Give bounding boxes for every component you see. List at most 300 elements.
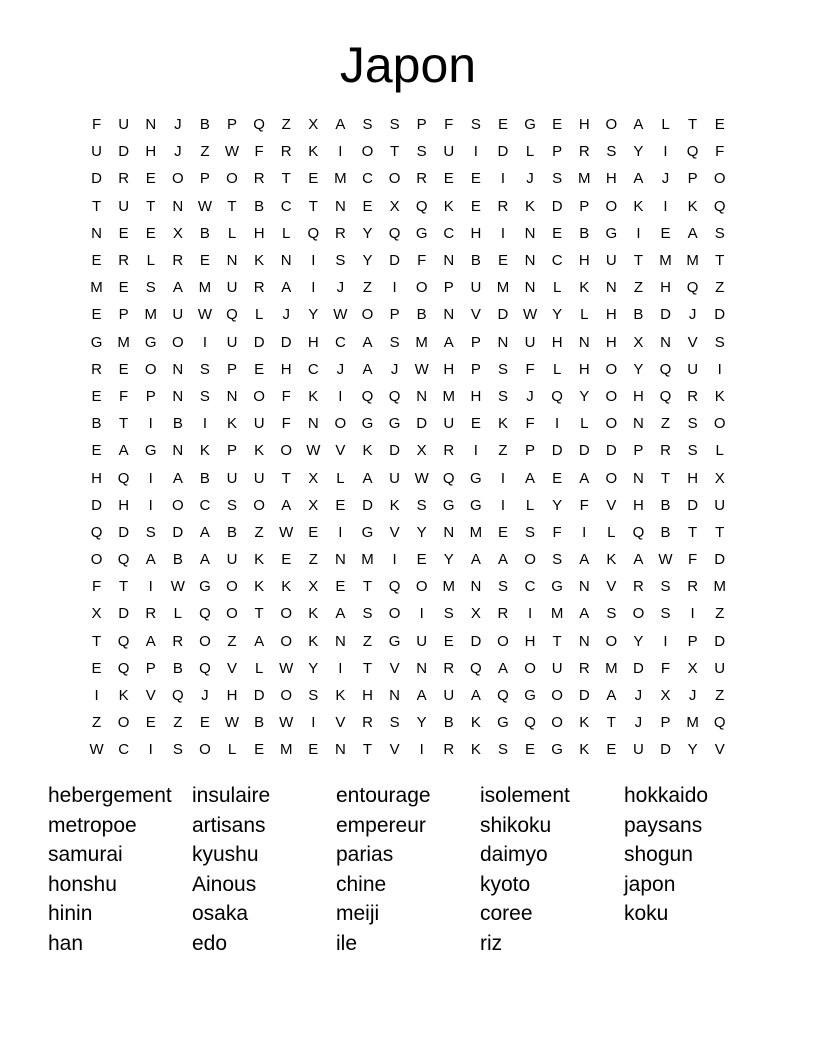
grid-letter: H xyxy=(145,143,157,161)
grid-letter: T xyxy=(389,143,400,161)
grid-letter: C xyxy=(551,252,563,270)
grid-letter: C xyxy=(362,170,373,188)
grid-letter: A xyxy=(172,279,183,297)
grid-letter: S xyxy=(687,415,698,433)
grid-letter: O xyxy=(388,605,401,623)
grid-letter: R xyxy=(280,143,292,161)
grid-letter: J xyxy=(174,143,182,161)
grid-row xyxy=(83,709,733,736)
grid-letter: M xyxy=(550,605,564,623)
grid-letter: U xyxy=(443,687,455,705)
grid-letter: M xyxy=(117,333,130,351)
grid-letter: D xyxy=(660,306,671,324)
grid-letter: Q xyxy=(388,387,401,405)
grid-row xyxy=(83,682,733,709)
word-list-item: chine xyxy=(336,872,387,896)
grid-row xyxy=(83,247,733,274)
grid-letter: M xyxy=(496,279,510,297)
grid-letter: E xyxy=(308,741,319,759)
grid-letter: I xyxy=(419,605,424,623)
grid-letter: A xyxy=(254,632,265,650)
grid-letter: D xyxy=(280,333,292,351)
grid-letter: T xyxy=(227,197,237,215)
grid-letter: I xyxy=(717,360,722,378)
grid-letter: J xyxy=(336,279,345,297)
grid-letter: K xyxy=(254,252,265,270)
grid-letter: F xyxy=(715,143,725,161)
grid-letter: O xyxy=(280,632,293,650)
grid-letter: Q xyxy=(632,523,645,541)
grid-letter: I xyxy=(338,659,343,677)
grid-letter: E xyxy=(254,741,265,759)
word-list-item: empereur xyxy=(336,813,426,837)
grid-letter: S xyxy=(145,279,156,297)
grid-letter: E xyxy=(443,632,454,650)
grid-letter: O xyxy=(524,551,536,569)
grid-letter: J xyxy=(336,360,345,378)
grid-letter: R xyxy=(687,578,699,596)
grid-letter: B xyxy=(199,224,210,242)
grid-letter: Q xyxy=(713,197,726,215)
word-list-item: insulaire xyxy=(192,784,271,807)
grid-letter: E xyxy=(335,496,346,514)
grid-letter: O xyxy=(713,170,726,188)
grid-letter: W xyxy=(224,714,240,732)
grid-letter: J xyxy=(634,687,643,705)
grid-letter: J xyxy=(688,687,697,705)
grid-letter: J xyxy=(174,116,182,134)
grid-letter: Y xyxy=(443,551,454,569)
grid-letter: E xyxy=(91,306,102,324)
grid-letter: O xyxy=(415,279,428,297)
grid-letter: N xyxy=(578,632,590,650)
word-list-item: meiji xyxy=(336,902,380,926)
grid-letter: I xyxy=(473,143,478,161)
grid-letter: S xyxy=(443,605,454,623)
grid-letter: W xyxy=(522,306,538,324)
grid-letter: N xyxy=(389,687,400,705)
grid-letter: N xyxy=(578,333,590,351)
word-list-item: honshu xyxy=(48,872,117,896)
grid-letter: U xyxy=(226,333,238,351)
grid-letter: K xyxy=(308,387,319,405)
grid-letter: N xyxy=(416,659,428,677)
grid-letter: O xyxy=(497,632,509,650)
grid-letter: H xyxy=(578,116,590,134)
grid-letter: Q xyxy=(90,523,103,541)
grid-letter: M xyxy=(361,551,374,569)
grid-letter: V xyxy=(714,741,725,759)
grid-letter: F xyxy=(119,387,129,405)
grid-letter: E xyxy=(91,252,102,270)
grid-letter: E xyxy=(497,116,508,134)
grid-letter: Q xyxy=(117,632,130,650)
grid-letter: Z xyxy=(173,714,183,732)
grid-letter: O xyxy=(605,415,618,433)
grid-letter: S xyxy=(145,523,156,541)
word-list-item: daimyo xyxy=(480,843,548,867)
grid-letter: M xyxy=(415,333,428,351)
grid-letter: C xyxy=(199,496,211,514)
grid-letter: Z xyxy=(633,279,643,297)
grid-letter: S xyxy=(552,551,563,569)
grid-letter: S xyxy=(470,116,481,134)
grid-letter: K xyxy=(254,551,265,569)
grid-letter: K xyxy=(687,197,698,215)
grid-letter: P xyxy=(579,197,590,215)
grid-letter: Z xyxy=(308,551,318,569)
grid-letter: R xyxy=(91,360,102,378)
grid-letter: K xyxy=(308,143,319,161)
grid-letter: E xyxy=(145,714,156,732)
grid-letter: N xyxy=(443,252,455,270)
grid-letter: K xyxy=(470,741,481,759)
grid-letter: O xyxy=(605,360,618,378)
grid-letter: Y xyxy=(579,387,590,405)
grid-letter: M xyxy=(686,252,699,270)
grid-letter: A xyxy=(416,687,427,705)
grid-letter: I xyxy=(555,415,560,433)
grid-letter: P xyxy=(389,306,400,324)
grid-letter: V xyxy=(687,333,698,351)
grid-letter: P xyxy=(416,116,427,134)
grid-letter: P xyxy=(443,279,454,297)
word-list-item: han xyxy=(48,931,84,955)
grid-letter: T xyxy=(91,197,102,215)
word-list-item: isolement xyxy=(480,784,570,807)
grid-letter: V xyxy=(606,496,617,514)
grid-letter: M xyxy=(442,578,456,596)
grid-letter: A xyxy=(172,469,183,487)
grid-letter: F xyxy=(281,387,291,405)
grid-row xyxy=(83,356,733,383)
word-list-item: kyoto xyxy=(480,872,531,896)
grid-letter: E xyxy=(308,523,319,541)
grid-letter: B xyxy=(633,306,644,324)
grid-letter: U xyxy=(443,415,455,433)
grid-letter: E xyxy=(497,252,508,270)
word-list-item: hinin xyxy=(48,902,93,926)
grid-letter: G xyxy=(388,415,401,433)
grid-letter: X xyxy=(308,116,319,134)
word-list-item: coree xyxy=(480,902,533,926)
grid-letter: A xyxy=(579,469,590,487)
grid-letter: S xyxy=(362,116,373,134)
grid-letter: K xyxy=(254,442,265,460)
grid-letter: S xyxy=(199,360,210,378)
grid-letter: L xyxy=(173,605,182,623)
grid-letter: T xyxy=(281,469,291,487)
grid-letter: N xyxy=(524,279,536,297)
grid-letter: D xyxy=(389,252,400,270)
grid-letter: G xyxy=(524,687,536,705)
grid-letter: T xyxy=(308,197,318,215)
grid-letter: I xyxy=(148,469,153,487)
grid-letter: W xyxy=(89,741,104,759)
grid-letter: Y xyxy=(416,523,427,541)
grid-letter: Q xyxy=(117,659,130,677)
grid-letter: Q xyxy=(659,387,672,405)
grid-letter: I xyxy=(338,143,343,161)
grid-letter: K xyxy=(308,605,319,623)
grid-row xyxy=(83,492,733,519)
grid-letter: T xyxy=(281,170,291,188)
grid-letter: O xyxy=(171,496,184,514)
grid-letter: L xyxy=(254,306,264,324)
grid-letter: I xyxy=(690,605,695,623)
grid-letter: E xyxy=(470,415,481,433)
grid-letter: M xyxy=(144,306,157,324)
grid-letter: T xyxy=(362,659,373,677)
grid-letter: E xyxy=(660,224,671,242)
grid-letter: N xyxy=(605,279,617,297)
grid-letter: Q xyxy=(253,116,265,134)
grid-letter: O xyxy=(280,687,293,705)
grid-letter: S xyxy=(497,360,508,378)
grid-letter: H xyxy=(362,687,373,705)
grid-letter: M xyxy=(605,659,618,677)
grid-letter: I xyxy=(311,714,316,732)
grid-letter: U xyxy=(633,741,644,759)
grid-letter: G xyxy=(144,442,157,460)
grid-letter: J xyxy=(201,687,209,705)
grid-letter: R xyxy=(362,714,373,732)
grid-letter: A xyxy=(470,551,481,569)
grid-letter: L xyxy=(607,523,616,541)
grid-letter: E xyxy=(281,551,292,569)
grid-letter: H xyxy=(524,632,536,650)
grid-letter: Z xyxy=(498,442,508,460)
word-list-item: hokkaido xyxy=(624,784,709,807)
grid-letter: M xyxy=(90,279,103,297)
grid-letter: J xyxy=(390,360,399,378)
grid-letter: M xyxy=(442,387,456,405)
grid-letter: S xyxy=(606,143,617,161)
grid-letter: V xyxy=(389,659,400,677)
grid-letter: Y xyxy=(362,224,373,242)
grid-letter: A xyxy=(281,496,292,514)
word-list-item xyxy=(624,929,768,959)
grid-letter: X xyxy=(660,687,671,705)
grid-letter: F xyxy=(552,523,562,541)
grid-row xyxy=(83,193,733,220)
grid-letter: T xyxy=(146,197,156,215)
grid-letter: E xyxy=(552,469,563,487)
grid-letter: I xyxy=(338,523,343,541)
grid-letter: A xyxy=(145,551,156,569)
grid-letter: Y xyxy=(633,632,644,650)
grid-letter: D xyxy=(91,496,102,514)
grid-letter: N xyxy=(334,632,346,650)
grid-letter: G xyxy=(361,523,374,541)
grid-letter: M xyxy=(334,170,347,188)
grid-letter: O xyxy=(90,551,103,569)
grid-letter: I xyxy=(527,605,533,623)
grid-letter: I xyxy=(148,496,153,514)
grid-letter: X xyxy=(91,605,102,623)
grid-letter: U xyxy=(389,469,400,487)
grid-letter: O xyxy=(415,578,428,596)
word-list-item: shogun xyxy=(624,843,693,867)
grid-letter: X xyxy=(416,442,427,460)
grid-letter: H xyxy=(443,360,455,378)
grid-letter: R xyxy=(497,605,509,623)
grid-letter: T xyxy=(688,116,698,134)
grid-letter: T xyxy=(254,605,264,623)
grid-letter: U xyxy=(253,415,265,433)
grid-letter: S xyxy=(389,116,400,134)
grid-letter: A xyxy=(145,632,156,650)
grid-letter: R xyxy=(253,279,265,297)
grid-letter: P xyxy=(227,360,238,378)
grid-letter: J xyxy=(526,387,534,405)
grid-letter: I xyxy=(338,387,343,405)
grid-letter: A xyxy=(497,659,508,677)
grid-letter: C xyxy=(524,578,536,596)
grid-letter: O xyxy=(253,387,265,405)
grid-letter: V xyxy=(145,687,156,705)
grid-row xyxy=(83,519,733,546)
grid-letter: O xyxy=(117,714,130,732)
grid-letter: E xyxy=(199,252,210,270)
grid-letter: I xyxy=(473,442,478,460)
grid-letter: O xyxy=(551,714,563,732)
word-list-item: ile xyxy=(336,931,358,955)
grid-letter: W xyxy=(197,197,212,215)
grid-letter: I xyxy=(663,632,668,650)
grid-letter: C xyxy=(118,741,130,759)
grid-letter: E xyxy=(552,224,563,242)
grid-letter: G xyxy=(551,578,563,596)
grid-row xyxy=(83,383,733,410)
grid-letter: A xyxy=(579,605,590,623)
grid-letter: F xyxy=(660,659,671,677)
grid-letter: U xyxy=(172,306,184,324)
grid-letter: S xyxy=(416,496,427,514)
grid-letter: G xyxy=(388,632,401,650)
grid-letter: S xyxy=(714,333,725,351)
grid-letter: Z xyxy=(660,415,671,433)
grid-letter: E xyxy=(91,387,102,405)
grid-letter: W xyxy=(333,306,348,324)
grid-letter: S xyxy=(389,714,400,732)
grid-letter: I xyxy=(419,741,424,759)
grid-letter: Z xyxy=(362,632,373,650)
grid-letter: S xyxy=(552,170,563,188)
grid-letter: W xyxy=(279,659,294,677)
grid-letter: V xyxy=(335,442,346,460)
grid-letter: M xyxy=(713,578,726,596)
grid-letter: U xyxy=(91,143,102,161)
grid-letter: R xyxy=(253,170,265,188)
grid-letter: U xyxy=(605,252,617,270)
grid-letter: K xyxy=(579,714,590,732)
grid-letter: I xyxy=(202,415,207,433)
grid-letter: Q xyxy=(470,659,482,677)
grid-letter: E xyxy=(335,578,346,596)
grid-letter: D xyxy=(497,306,509,324)
grid-letter: V xyxy=(227,659,238,677)
grid-letter: A xyxy=(118,442,129,460)
grid-letter: B xyxy=(172,659,183,677)
grid-letter: T xyxy=(119,415,129,433)
grid-letter: J xyxy=(526,170,534,188)
grid-letter: K xyxy=(254,578,265,596)
grid-letter: S xyxy=(308,687,319,705)
grid-letter: N xyxy=(497,333,509,351)
grid-letter: E xyxy=(118,279,129,297)
grid-letter: Y xyxy=(308,659,319,677)
grid-letter: T xyxy=(91,632,102,650)
grid-letter: W xyxy=(197,306,212,324)
grid-letter: H xyxy=(578,360,590,378)
grid-letter: U xyxy=(443,143,455,161)
grid-letter: R xyxy=(118,170,130,188)
grid-row xyxy=(83,628,733,655)
grid-letter: P xyxy=(687,632,698,650)
word-list-item: metropoe xyxy=(48,813,137,837)
grid-letter: T xyxy=(688,523,698,541)
grid-letter: L xyxy=(525,143,535,161)
grid-row xyxy=(83,410,733,437)
word-list-item: Ainous xyxy=(192,872,257,896)
grid-letter: H xyxy=(91,469,102,487)
grid-letter: H xyxy=(605,170,617,188)
grid-letter: D xyxy=(687,496,699,514)
grid-letter: T xyxy=(552,632,562,650)
grid-letter: J xyxy=(688,306,697,324)
grid-letter: I xyxy=(500,469,506,487)
grid-letter: Z xyxy=(362,279,373,297)
grid-letter: D xyxy=(714,632,726,650)
grid-letter: C xyxy=(443,224,455,242)
grid-letter: Y xyxy=(633,143,644,161)
grid-letter: G xyxy=(199,578,211,596)
grid-letter: D xyxy=(253,687,265,705)
grid-letter: O xyxy=(551,687,563,705)
grid-letter: M xyxy=(577,170,591,188)
grid-letter: D xyxy=(118,605,130,623)
grid-letter: Q xyxy=(307,224,320,242)
grid-letter: Q xyxy=(497,687,509,705)
grid-letter: M xyxy=(279,741,293,759)
grid-row xyxy=(83,301,733,328)
grid-letter: Q xyxy=(442,469,455,487)
grid-letter: L xyxy=(227,741,237,759)
grid-letter: Y xyxy=(552,496,563,514)
grid-row xyxy=(83,220,733,247)
grid-letter: Q xyxy=(686,143,699,161)
grid-letter: V xyxy=(606,578,617,596)
grid-letter: X xyxy=(308,469,319,487)
grid-letter: R xyxy=(443,741,455,759)
grid-letter: R xyxy=(443,659,455,677)
grid-letter: D xyxy=(578,442,590,460)
grid-letter: A xyxy=(335,605,346,623)
grid-letter: X xyxy=(389,197,400,215)
word-list-item: japon xyxy=(624,872,676,896)
grid-letter: Y xyxy=(362,252,373,270)
grid-letter: O xyxy=(605,116,618,134)
grid-letter: S xyxy=(497,387,508,405)
grid-letter: U xyxy=(687,360,699,378)
grid-letter: O xyxy=(280,605,293,623)
grid-letter: L xyxy=(580,306,589,324)
grid-letter: T xyxy=(119,578,129,596)
grid-letter: A xyxy=(443,333,454,351)
grid-letter: V xyxy=(470,306,481,324)
grid-letter: F xyxy=(417,252,427,270)
